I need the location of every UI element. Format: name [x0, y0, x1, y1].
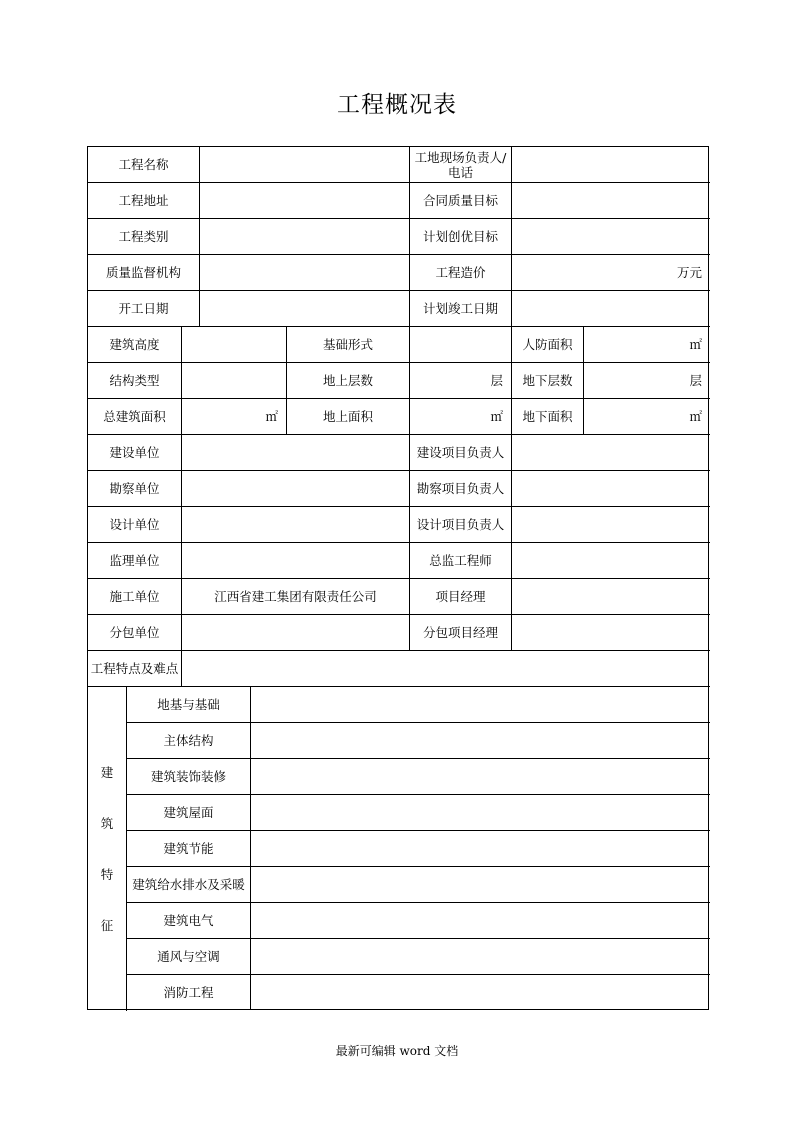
overview-table [87, 146, 709, 1010]
label-design-lead: 设计项目负责人 [410, 507, 512, 543]
subcontract-manager-field[interactable] [512, 615, 710, 651]
label-design-unit: 设计单位 [88, 507, 182, 543]
total-area-field[interactable]: ㎡ [182, 399, 287, 435]
structure-type-field[interactable] [182, 363, 287, 399]
vertical-char: 特 [100, 867, 114, 882]
label-building-height: 建筑高度 [88, 327, 182, 363]
label-plumbing-heating: 建筑给水排水及采暖 [127, 867, 251, 903]
label-structure-type: 结构类型 [88, 363, 182, 399]
label-above-floors: 地上层数 [287, 363, 410, 399]
label-project-category: 工程类别 [88, 219, 200, 255]
building-height-field[interactable] [182, 327, 287, 363]
label-features-difficulties: 工程特点及难点 [88, 651, 182, 687]
civil-defense-area-field[interactable]: ㎡ [584, 327, 710, 363]
decoration-field[interactable] [251, 759, 710, 795]
design-unit-field[interactable] [182, 507, 410, 543]
vertical-char: 建 [100, 765, 114, 780]
label-contractor-unit: 施工单位 [88, 579, 182, 615]
label-foundation-type: 基础形式 [287, 327, 410, 363]
features-difficulties-field[interactable] [182, 651, 710, 687]
footer-note: 最新可编辑 word 文档 [335, 1044, 459, 1058]
contractor-unit-field[interactable]: 江西省建工集团有限责任公司 [182, 579, 410, 615]
label-main-structure: 主体结构 [127, 723, 251, 759]
construction-unit-field[interactable] [182, 435, 410, 471]
foundation-type-field[interactable] [410, 327, 512, 363]
energy-saving-field[interactable] [251, 831, 710, 867]
site-manager-field[interactable] [512, 147, 710, 183]
roof-field[interactable] [251, 795, 710, 831]
label-survey-unit: 勘察单位 [88, 471, 182, 507]
label-electrical: 建筑电气 [127, 903, 251, 939]
above-floors-field[interactable]: 层 [410, 363, 512, 399]
electrical-field[interactable] [251, 903, 710, 939]
project-address-field[interactable] [200, 183, 410, 219]
label-below-floors: 地下层数 [512, 363, 584, 399]
survey-lead-field[interactable] [512, 471, 710, 507]
foundation-field[interactable] [251, 687, 710, 723]
label-project-manager: 项目经理 [410, 579, 512, 615]
supervision-agency-field[interactable] [200, 255, 410, 291]
label-roof: 建筑屋面 [127, 795, 251, 831]
label-foundation: 地基与基础 [127, 687, 251, 723]
label-construction-unit: 建设单位 [88, 435, 182, 471]
label-completion-date: 计划竣工日期 [410, 291, 512, 327]
label-site-manager: 工地现场负责人/电话 [410, 147, 512, 183]
vertical-char: 筑 [100, 816, 114, 831]
label-project-cost: 工程造价 [410, 255, 512, 291]
project-category-field[interactable] [200, 219, 410, 255]
completion-date-field[interactable] [512, 291, 710, 327]
label-supervision-agency: 质量监督机构 [88, 255, 200, 291]
label-civil-defense-area: 人防面积 [512, 327, 584, 363]
label-total-area: 总建筑面积 [88, 399, 182, 435]
label-energy-saving: 建筑节能 [127, 831, 251, 867]
label-hvac: 通风与空调 [127, 939, 251, 975]
label-subcontract-manager: 分包项目经理 [410, 615, 512, 651]
label-fire-protection: 消防工程 [127, 975, 251, 1010]
label-below-area: 地下面积 [512, 399, 584, 435]
above-area-field[interactable]: ㎡ [410, 399, 512, 435]
label-project-address: 工程地址 [88, 183, 200, 219]
survey-unit-field[interactable] [182, 471, 410, 507]
project-name-field[interactable] [200, 147, 410, 183]
below-floors-field[interactable]: 层 [584, 363, 710, 399]
main-structure-field[interactable] [251, 723, 710, 759]
label-above-area: 地上面积 [287, 399, 410, 435]
excellence-target-field[interactable] [512, 219, 710, 255]
label-supervision-unit: 监理单位 [88, 543, 182, 579]
chief-engineer-field[interactable] [512, 543, 710, 579]
page-title: 工程概况表 [337, 92, 457, 118]
quality-target-field[interactable] [512, 183, 710, 219]
label-chief-engineer: 总监工程师 [410, 543, 512, 579]
project-cost-field[interactable]: 万元 [512, 255, 710, 291]
label-subcontract-unit: 分包单位 [88, 615, 182, 651]
label-survey-lead: 勘察项目负责人 [410, 471, 512, 507]
label-project-name: 工程名称 [88, 147, 200, 183]
fire-protection-field[interactable] [251, 975, 710, 1010]
construction-lead-field[interactable] [512, 435, 710, 471]
start-date-field[interactable] [200, 291, 410, 327]
hvac-field[interactable] [251, 939, 710, 975]
label-excellence-target: 计划创优目标 [410, 219, 512, 255]
design-lead-field[interactable] [512, 507, 710, 543]
below-area-field[interactable]: ㎡ [584, 399, 710, 435]
project-manager-field[interactable] [512, 579, 710, 615]
label-quality-target: 合同质量目标 [410, 183, 512, 219]
vertical-char: 征 [100, 918, 114, 933]
label-construction-lead: 建设项目负责人 [410, 435, 512, 471]
label-start-date: 开工日期 [88, 291, 200, 327]
plumbing-heating-field[interactable] [251, 867, 710, 903]
subcontract-unit-field[interactable] [182, 615, 410, 651]
building-features-label [88, 687, 127, 1011]
label-decoration: 建筑装饰装修 [127, 759, 251, 795]
supervision-unit-field[interactable] [182, 543, 410, 579]
